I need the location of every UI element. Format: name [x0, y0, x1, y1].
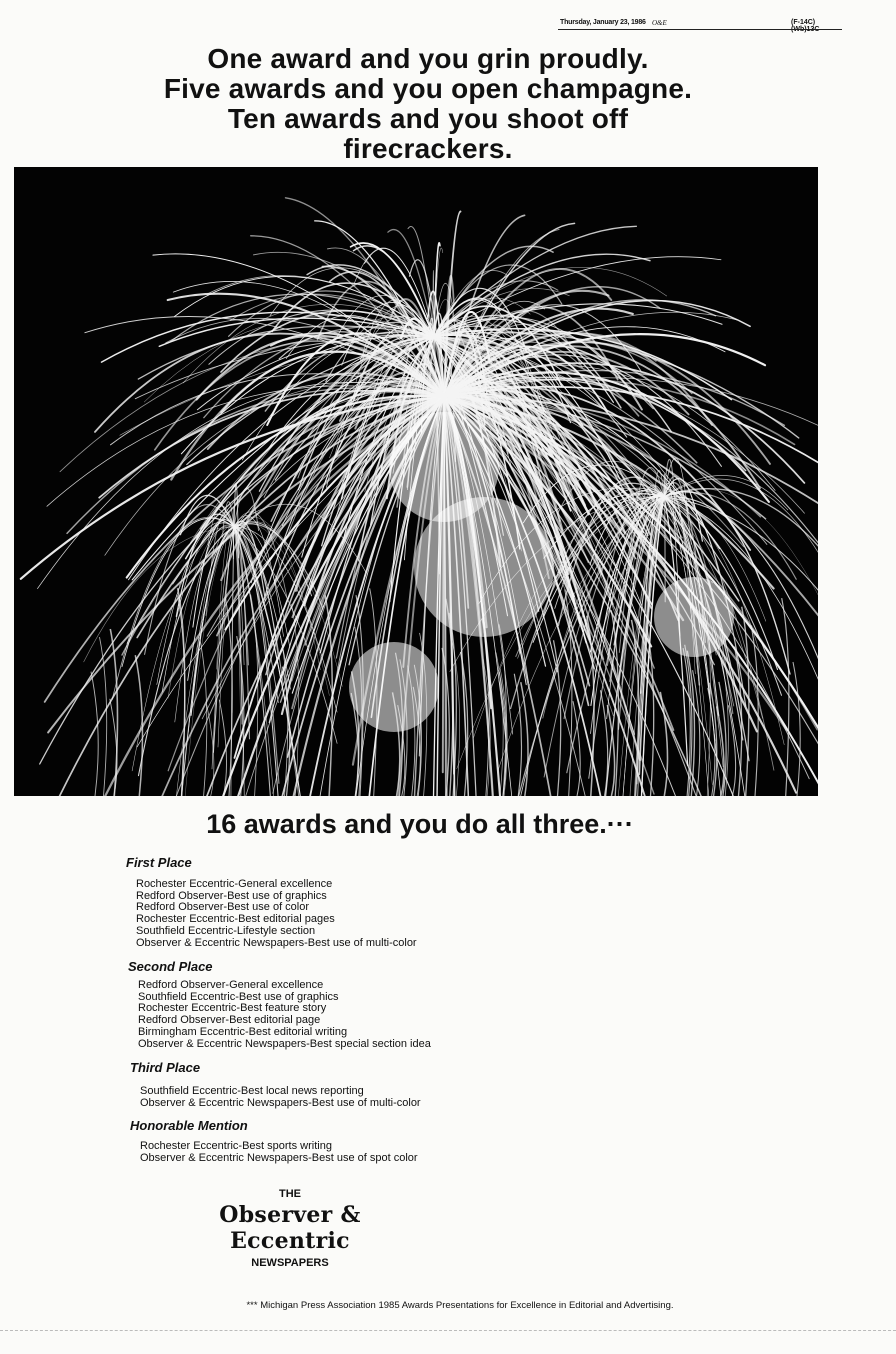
third-place-list [140, 1086, 421, 1109]
list-item: Southfield Eccentric-Best local news reporting [140, 1085, 364, 1097]
list-item: Redford Observer-Best use of graphics [136, 889, 327, 902]
logo-the: THE [279, 1188, 301, 1200]
list-item: Observer & Eccentric Newspapers-Best use of spot color [140, 1151, 418, 1164]
second-place-list [138, 980, 431, 1050]
list-item: Redford Observer-Best use of color [136, 901, 310, 914]
list-item: Observer & Eccentric Newspapers-Best use of multi-color [140, 1096, 421, 1109]
list-item: Southfield Eccentric-Best use of graphics [138, 990, 339, 1003]
page-folio [558, 19, 842, 31]
fireworks-image [14, 167, 818, 796]
honorable-mention-list [140, 1141, 418, 1164]
headline [100, 44, 756, 164]
headline-line-1: One award and you grin proudly. [207, 43, 649, 74]
folio-rule [558, 29, 842, 30]
first-place-heading: First Place [126, 855, 192, 870]
list-item: Observer & Eccentric Newspapers-Best use of multi-color [136, 936, 417, 949]
fireworks-photo [14, 167, 818, 796]
list-item: Redford Observer-General excellence [138, 979, 324, 991]
list-item: Redford Observer-Best editorial page [138, 1014, 321, 1027]
list-item: Rochester Eccentric-Best editorial pages [136, 913, 335, 926]
logo-nameplate: Observer & Eccentric [219, 1202, 361, 1254]
logo-newspapers: NEWSPAPERS [251, 1257, 329, 1269]
observer-eccentric-logo [160, 1188, 420, 1269]
third-place-heading: Third Place [130, 1060, 201, 1075]
list-item: Rochester Eccentric-General excellence [136, 878, 333, 890]
list-item: Rochester Eccentric-Best sports writing [140, 1140, 332, 1152]
first-place-list [136, 879, 417, 949]
honorable-mention-heading: Honorable Mention [130, 1118, 248, 1133]
list-item: Rochester Eccentric-Best feature story [138, 1002, 327, 1015]
footnote: *** Michigan Press Association 1985 Awards Presentations for Excellence in Editorial and Advertising. [246, 1300, 674, 1311]
headline-line-4: firecrackers. [343, 133, 513, 164]
list-item: Birmingham Eccentric-Best editorial writing [138, 1025, 348, 1038]
headline-line-2: Five awards and you open champagne. [163, 73, 693, 104]
tagline: 16 awards and you do all three.··· [206, 809, 634, 839]
list-item: Southfield Eccentric-Lifestyle section [136, 924, 316, 937]
folio-code: (F-14C)(Wb)13C [791, 19, 820, 33]
list-item: Observer & Eccentric Newspapers-Best special section idea [138, 1037, 431, 1050]
bottom-rule [0, 1330, 896, 1331]
folio-publication: O&E [652, 19, 667, 27]
second-place-heading: Second Place [128, 959, 213, 974]
headline-line-3: Ten awards and you shoot off [227, 103, 629, 134]
folio-date: Thursday, January 23, 1986 [560, 19, 646, 26]
